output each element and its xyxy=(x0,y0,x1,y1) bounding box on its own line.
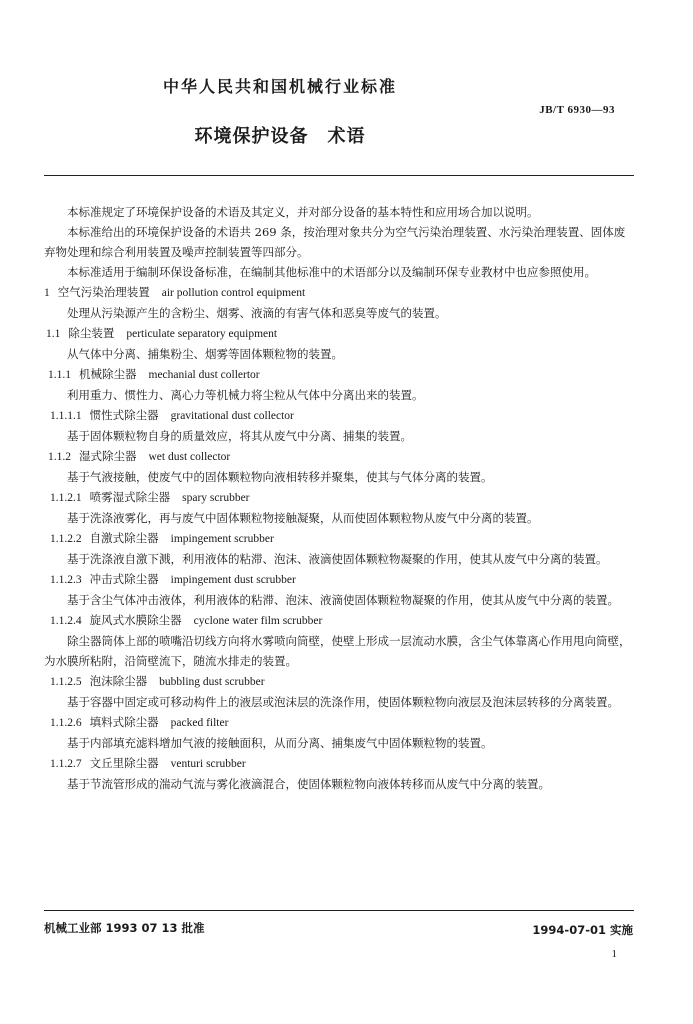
term-definition: 基于内部填充滤料增加气液的接触面积，从而分离、捕集废气中固体颗粒物的装置。 xyxy=(67,736,493,750)
term-heading xyxy=(44,282,636,303)
term-english: impingement scrubber xyxy=(170,533,274,545)
term-english: gravitational dust collector xyxy=(170,410,294,422)
term-heading xyxy=(44,528,636,549)
term-chinese: 喷雾湿式除尘器 xyxy=(89,490,171,504)
terms-list xyxy=(44,282,636,794)
term-number: 1.1 xyxy=(46,328,61,340)
term-definition: 基于固体颗粒物自身的质量效应，将其从废气中分离、捕集的装置。 xyxy=(67,429,412,443)
bottom-divider xyxy=(44,910,634,911)
term-chinese: 机械除尘器 xyxy=(79,367,137,381)
document-body xyxy=(44,202,636,794)
term-english: impingement dust scrubber xyxy=(170,574,296,586)
term-definition: 从气体中分离、捕集粉尘、烟雾等固体颗粒物的装置。 xyxy=(67,347,343,361)
document-title: 环境保护设备 术语 xyxy=(194,126,366,147)
term-chinese: 空气污染治理装置 xyxy=(57,285,150,299)
term-heading xyxy=(44,364,636,385)
term-definition: 基于气液接触，使废气中的固体颗粒物向液相转移并聚集，使其与气体分离的装置。 xyxy=(67,470,493,484)
term-number: 1.1.2.2 xyxy=(50,533,82,545)
term-heading xyxy=(44,569,636,590)
standard-number: JB/T 6930—93 xyxy=(539,104,615,116)
term-chinese: 旋风式水膜除尘器 xyxy=(89,613,182,627)
standard-title: 中华人民共和国机械行业标准 xyxy=(162,77,397,96)
top-divider xyxy=(44,175,634,176)
term-heading xyxy=(44,712,636,733)
term-heading xyxy=(44,487,636,508)
term-number: 1.1.2.4 xyxy=(50,615,82,627)
term-number: 1.1.1.1 xyxy=(50,410,82,422)
term-definition: 基于洗涤液自激下溅，利用液体的粘滞、泡沫、液滴使固体颗粒物凝聚的作用，使其从废气中分离的装置。 xyxy=(67,552,608,566)
term-heading xyxy=(44,753,636,774)
term-english: packed filter xyxy=(170,717,229,729)
term-english: cyclone water film scrubber xyxy=(193,615,323,627)
term-english: perticulate separatory equipment xyxy=(126,328,278,340)
term-chinese: 文丘里除尘器 xyxy=(89,756,159,770)
implementation-note: 1994-07-01 实施 xyxy=(532,923,633,937)
term-english: mechanial dust collertor xyxy=(148,369,260,381)
term-definition: 基于含尘气体冲击液体，利用液体的粘滞、泡沫、液滴使固体颗粒物凝聚的作用，使其从废气中分离的装置。 xyxy=(67,593,619,607)
intro-paragraph: 本标准适用于编制环保设备标准，在编制其他标准中的术语部分以及编制环保专业教材中也应参照使用。 xyxy=(67,265,596,279)
term-definition: 基于容器中固定或可移动构件上的液层或泡沫层的洗涤作用，使固体颗粒物向液层及泡沫层转移的分离装置。 xyxy=(67,695,619,709)
page-number: 1 xyxy=(611,948,617,960)
term-chinese: 泡沫除尘器 xyxy=(89,674,148,688)
term-english: bubbling dust scrubber xyxy=(159,676,265,688)
term-english: air pollution control equipment xyxy=(161,287,306,299)
intro-paragraph: 本标准给出的环境保护设备的术语共 269 条，按治理对象共分为空气污染治理装置、水污染治理装置、固体废弃物处理和综合利用装置及噪声控制装置等四部分。 xyxy=(44,225,626,259)
term-number: 1.1.1 xyxy=(48,369,71,381)
term-chinese: 自激式除尘器 xyxy=(89,531,159,545)
term-english: spary scrubber xyxy=(182,492,250,504)
term-english: venturi scrubber xyxy=(170,758,246,770)
term-number: 1.1.2.7 xyxy=(50,758,82,770)
intro-paragraph: 本标准规定了环境保护设备的术语及其定义，并对部分设备的基本特性和应用场合加以说明。 xyxy=(67,205,539,219)
term-english: wet dust collector xyxy=(148,451,231,463)
term-number: 1.1.2.3 xyxy=(50,574,82,586)
term-chinese: 惯性式除尘器 xyxy=(89,408,159,422)
term-chinese: 湿式除尘器 xyxy=(79,449,137,463)
term-definition: 基于洗涤液雾化，再与废气中固体颗粒物接触凝聚，从而使固体颗粒物从废气中分离的装置。 xyxy=(67,511,539,525)
term-number: 1.1.2 xyxy=(48,451,71,463)
term-number: 1 xyxy=(44,287,50,299)
term-heading xyxy=(44,671,636,692)
approval-note: 机械工业部 1993 07 13 批准 xyxy=(44,921,205,935)
term-chinese: 填料式除尘器 xyxy=(89,715,159,729)
term-number: 1.1.2.6 xyxy=(50,717,82,729)
term-heading xyxy=(44,446,636,467)
term-definition: 基于节流管形成的湍动气流与雾化液滴混合，使固体颗粒物向液体转移而从废气中分离的装置。 xyxy=(67,777,550,791)
term-number: 1.1.2.1 xyxy=(50,492,82,504)
term-heading xyxy=(44,405,636,426)
term-heading xyxy=(44,323,636,344)
term-definition: 除尘器筒体上部的喷嘴沿切线方向将水雾喷向筒壁，使壁上形成一层流动水膜，含尘气体靠离心作用甩向筒壁，为水膜所粘附，沿筒壁流下，随流水排走的装置。 xyxy=(44,634,631,668)
term-chinese: 除尘装置 xyxy=(68,326,115,340)
term-definition: 处理从污染源产生的含粉尘、烟雾、液滴的有害气体和恶臭等废气的装置。 xyxy=(67,306,447,320)
term-definition: 利用重力、惯性力、离心力等机械力将尘粒从气体中分离出来的装置。 xyxy=(67,388,424,402)
term-chinese: 冲击式除尘器 xyxy=(89,572,159,586)
term-heading xyxy=(44,610,636,631)
term-number: 1.1.2.5 xyxy=(50,676,82,688)
